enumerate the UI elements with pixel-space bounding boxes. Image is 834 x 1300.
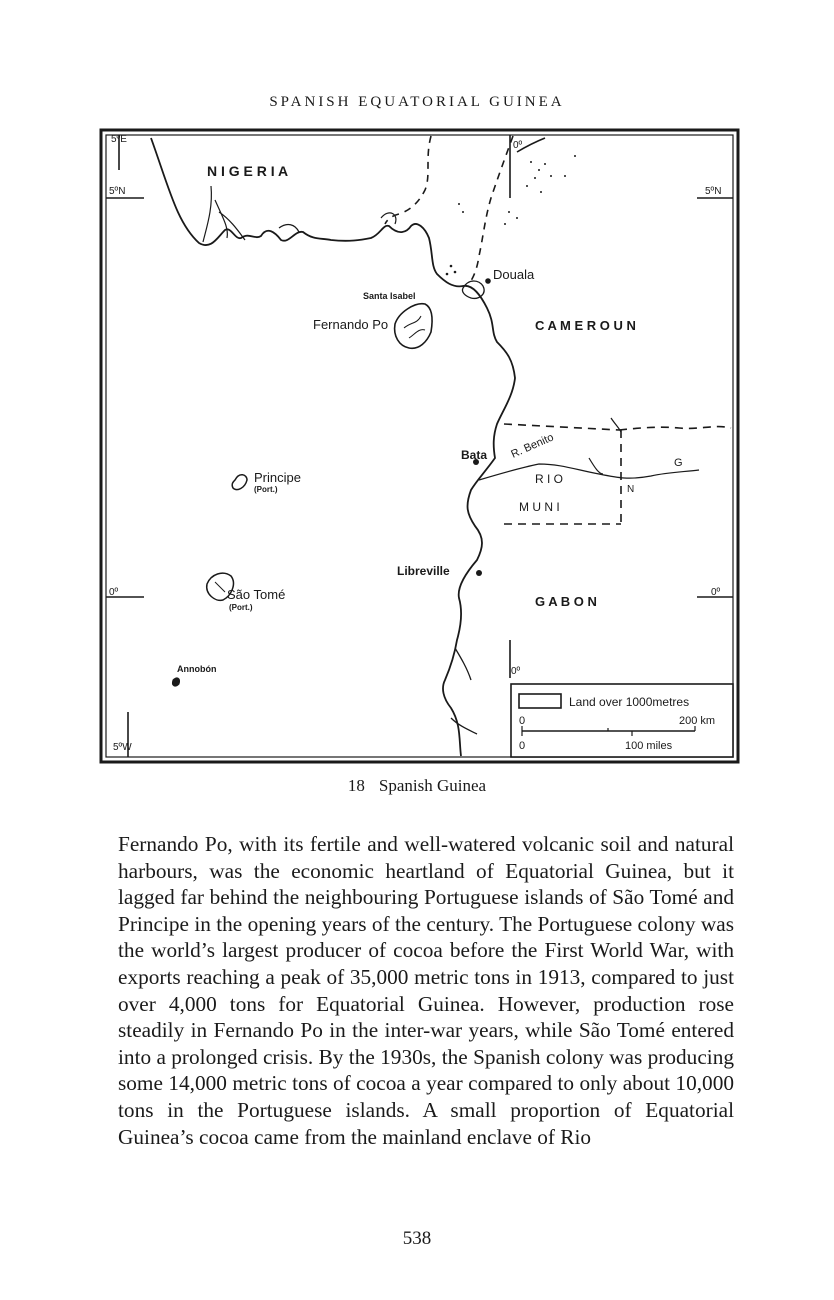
lat-5n-right-label: 5ºN [705,186,722,197]
lon-5e-label: 5ºE [111,134,127,145]
highland-dots [446,155,576,275]
figure-number: 18 [347,776,365,795]
n-river-label: N [627,484,635,495]
principe-port-label: (Port.) [254,485,278,494]
scale-miles-end: 100 miles [625,740,673,752]
gabon-corner-g-label: G [674,457,683,469]
santa-isabel-label: Santa Isabel [363,291,416,301]
scale-km-start: 0 [519,715,526,727]
douala-label: Douala [493,267,535,282]
annobon-island [172,678,179,686]
fernando-po-label: Fernando Po [313,317,389,332]
lon-0-top-label: 0º [513,140,523,151]
page-number: 538 [402,1228,432,1249]
lat-0-left-label: 0º [109,587,119,598]
lat-0-right-label: 0º [711,587,721,598]
scale-miles-start: 0 [519,740,526,752]
scale-km-end: 200 km [679,715,716,727]
cameroun-label: C A M E R O U N [535,318,636,333]
running-head: SPANISH EQUATORIAL GUINEA [269,94,565,110]
muni-label: M U N I [519,500,560,514]
gabon-label: G A B O N [535,594,597,609]
map-svg [99,128,740,764]
lon-5w-label: 5ºW [113,742,132,753]
land-over-1000-label: Land over 1000metres [569,695,690,709]
douala-dot [485,278,491,284]
principe-island [232,475,247,490]
map-figure [99,128,740,764]
lon-0-bottom-label: 0º [511,666,521,677]
nigeria-label: N I G E R I A [207,163,289,179]
principe-label: Principe [254,470,301,485]
cameroun-border-north [469,136,513,284]
bata-label: Bata [461,448,488,462]
figure-caption [0,776,834,796]
lat-5n-left-label: 5ºN [109,186,126,197]
annobon-label: Annobón [177,664,217,674]
fernando-po-island [395,304,432,349]
sao-tome-label: São Tomé [227,587,286,602]
figure-title: Spanish Guinea [378,776,487,795]
r-benito-label: R. Benito [509,431,556,461]
map-legend [511,684,733,757]
body-paragraph: Fernando Po, with its fertile and well-watered volcanic soil and natural harbours, was the economic heartland of Equatorial Guinea, but it lagged far behind the neighbouring Portuguese islands of São Tomé and Principe in the opening years of the century. The Portuguese colony was the world’s largest producer of cocoa before the First World War, with exports reaching a peak of 35,000 metric tons in 1913, compared to just over 4,000 tons for Equatorial Guinea. However, production rose steadily in Fernando Po in the inter-war years, while São Tomé entered into a prolonged crisis. By the 1930s, the Spanish colony was producing some 14,000 metric tons of cocoa a year compared to only about 10,000 tons in the Portuguese islands. A small proportion of Equatorial Guinea’s cocoa came from the mainland enclave of Rio [118,832,734,1149]
niger-delta-rivers [203,186,396,242]
nigeria-cameroun-border [385,136,431,224]
libreville-dot [476,570,482,576]
libreville-label: Libreville [397,564,450,578]
rio-label: R I O [535,472,564,486]
sao-tome-port-label: (Port.) [229,603,253,612]
